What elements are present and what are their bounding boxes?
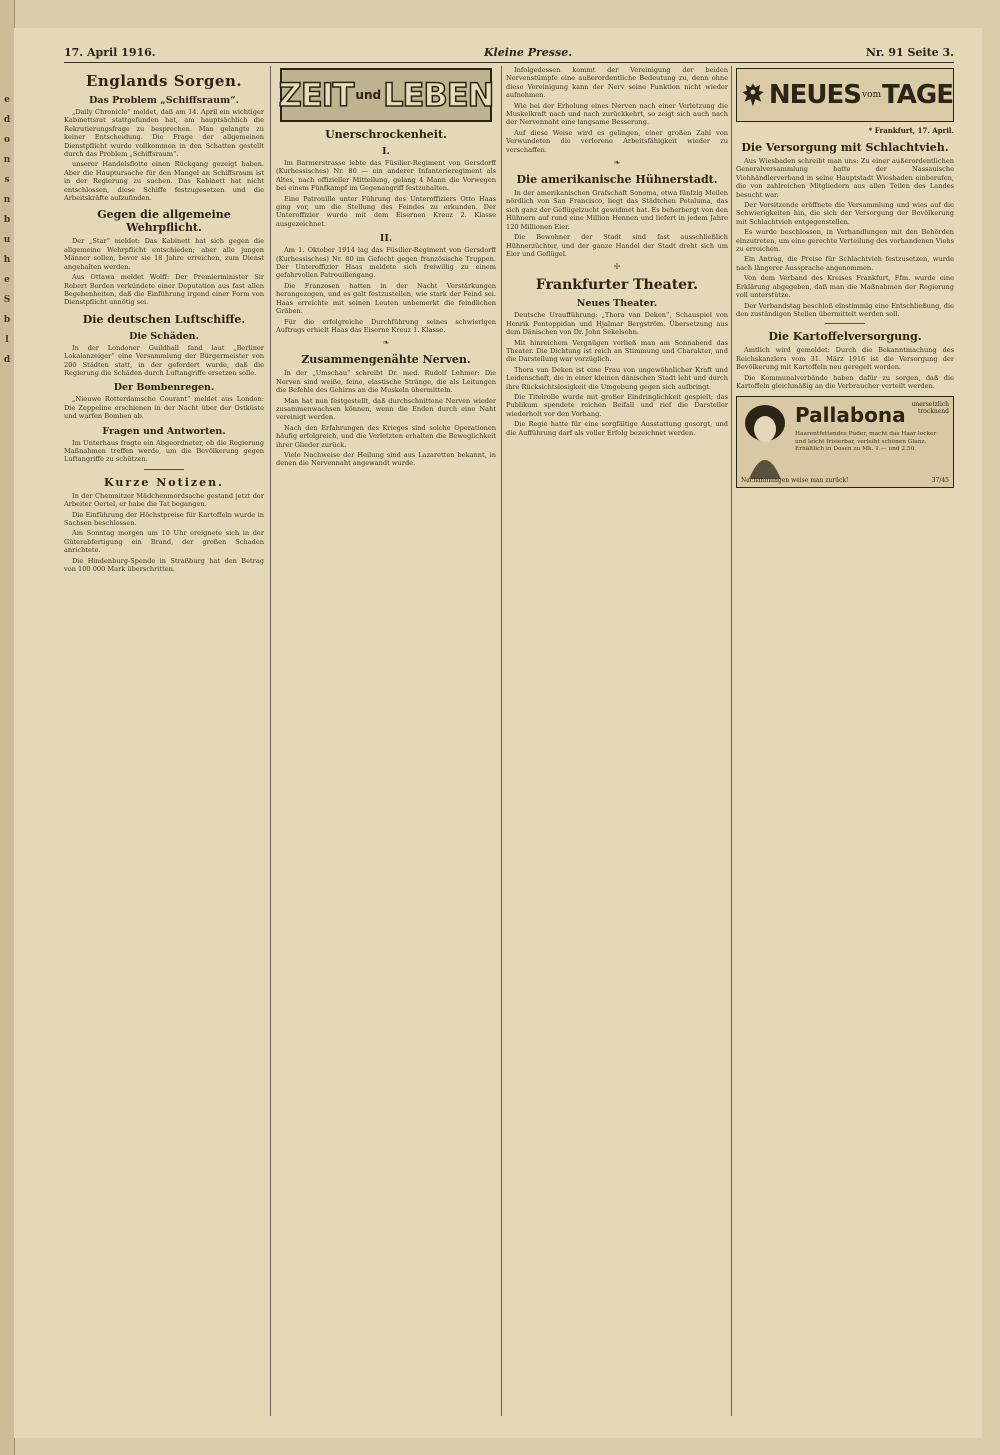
ad-footer: Nachahmungen weise man zurück! <box>741 477 849 485</box>
article-paragraph: Aus Ottawa meldet Wolff: Der Premierminister Sir Robert Borden verkündete einer Deputation aus fast allen Begebenheiten, daß die Einführung irgend einer Form von Dienstpflicht unnötig sei. <box>64 273 264 307</box>
ad-brand: Pallabona <box>795 403 906 428</box>
article-paragraph: Am Sonntag morgen um 10 Uhr ereignete sich in der Güterabfertigung ein Brand, der großen Schaden anrichtete. <box>64 529 264 555</box>
article-paragraph: Die Regie hatte für eine sorgfältige Ausstattung gesorgt, und die Aufführung darf als voller Erfolg bezeichnet werden. <box>506 420 728 437</box>
divider <box>144 469 184 470</box>
article-paragraph: Die Franzosen hatten in der Nacht Verstärkungen herangezogen, und es galt festzustellen, wie stark der Feind sei. Haas erreichte mit seinen Leuten unbemerkt die feindlichen Gräben. <box>276 281 496 316</box>
article-title: Die deutschen Luftschiffe. <box>82 312 246 326</box>
article-paragraph: Im Barmerstrasse lebte das Füsilier-Regiment von Gersdorff (Kurhessisches) Nr. 80 — ein anderer Infanterieregiment als Altes, nach offizieller Mitteilung, gelang 4 Mann die Vorwegen bei einem Fünfkampf im Gegenangriff festzuhalten. <box>276 159 496 193</box>
pallabona-advertisement <box>736 396 954 488</box>
article-title: Frankfurter Theater. <box>535 277 699 294</box>
ad-tagline: unersetzlich trocknend <box>911 401 949 416</box>
margin-letter: h <box>3 255 11 265</box>
article-paragraph: Mit hinreichem Vergnügen verließ man am Sonnabend das Theater. Die Dichtung ist reich an Stimmung und Charakter, und die Darstellung war vorzüglich. <box>506 338 728 364</box>
margin-letter: n <box>3 195 11 205</box>
article-subtitle: Fragen und Antworten. <box>102 425 226 437</box>
article-paragraph: Der „Star“ meldet: Das Kabinett hat sich gegen die allgemeine Wehrpflicht entschieden; aber alle jungen Männer sollen, bevor sie 18 Jahre erreichen, zum Dienst angehalten werden. <box>64 237 264 271</box>
header-date: 17. April 1916. <box>64 46 156 59</box>
margin-letter: o <box>3 135 10 145</box>
article-subtitle: Neues Theater. <box>576 298 658 310</box>
ornament-divider: ✢ <box>613 262 621 272</box>
margin-letter: s <box>4 175 10 185</box>
column-rule <box>731 66 732 1416</box>
header-paper-name: Kleine Presse. <box>484 46 573 59</box>
article-paragraph: Die Titelrolle wurde mit großer Eindringlichkeit gespielt; das Publikum spendete reichen Beifall und rief die Darsteller wiederholt vor den Vorhang. <box>506 392 728 418</box>
margin-letter: S <box>3 295 11 305</box>
ornament-divider: ❧ <box>382 338 390 348</box>
article-title: Unerschrockenheit. <box>325 128 447 141</box>
article-paragraph: In der Londoner Guildhall fand laut „Berliner Lokalanzeiger“ eine Versammlung der Bürgermeister von 200 Städten statt, in der gefordert wurde, daß die Regierung die Schäden durch Luftangriffe ersetzen solle. <box>64 343 264 377</box>
column-4 <box>736 66 954 1426</box>
margin-letter: d <box>3 355 11 365</box>
article-subtitle: Das Problem „Schiffsraum“. <box>89 95 239 106</box>
article-paragraph: Eine Patrouille unter Führung des Unteroffiziers Otto Haas ging vor, um die Stellung des Feindes zu erkunden. Der Unteroffizier wurde mit dem Eisernen Kreuz 2. Klasse ausgezeichnet. <box>276 194 496 228</box>
masthead-vom: vom <box>862 90 882 100</box>
article-paragraph: „Nieuwe Rotterdamsche Courant“ meldet aus London: Die Zeppeline erschienen in der Nacht über der Ostküste und warfen Bomben ab. <box>64 395 264 421</box>
section-number: II. <box>379 233 393 245</box>
article-paragraph: In der amerikanischen Grafschaft Sonoma, etwa fünfzig Meilen nördlich von San Francisco, liegt das Städtchen Petaluma, das sich ganz der Geflügelzucht gewidmet hat. Es beherbergt von den Hühnern auf rund eine Million Hennen und liefert in jedem Jahre 120 Millionen Eier. <box>506 189 728 231</box>
article-paragraph: In der Chemnitzer Mädchenmordsache gestand jetzt der Arbeiter Oertel, er habe die Tat begangen. <box>64 491 264 509</box>
margin-letter: n <box>3 155 11 165</box>
article-title: Englands Sorgen. <box>85 72 243 90</box>
eagle-icon <box>741 72 765 118</box>
article-title: Kurze Notizen. <box>104 475 224 489</box>
article-title: Die amerikanische Hühnerstadt. <box>516 173 718 187</box>
article-paragraph: Der Verbandstag beschloß einstimmig eine Entschließung, die den zuständigen Stellen übermittelt werden soll. <box>736 301 954 318</box>
article-paragraph: Die Hindenburg-Spende in Straßburg hat den Betrag von 100 000 Mark überschritten. <box>64 556 264 574</box>
margin-letter: b <box>3 215 11 225</box>
article-paragraph: „Daily Chronicle“ meldet, daß am 14. April ein wichtiger Kabinettsrat stattgefunden hat, am hauptsächlich die Rekrutierungsfrage zu besprechen. Man gelangte zu keiner Entscheidung. Die Frage der allgemeinen Dienstpflicht wurde vollkommen in den Schatten gestellt durch das Problem „Schiffsraum“. <box>64 108 264 159</box>
column-3 <box>506 66 728 1426</box>
article-paragraph: Infolgedessen kommt der Vereinigung der beiden Nervenstümpfe eine außerordentliche Bedeutung zu, denn ohne diese Vereinigung kann der Nerv seine Funktion nicht wieder aufnehmen. <box>506 66 728 100</box>
masthead-tage: TAGE <box>882 80 953 110</box>
article-paragraph: Für die erfolgreiche Durchführung seines schwierigen Auftrags erhielt Haas das Eiserne Kreuz 1. Klasse. <box>276 317 496 334</box>
article-paragraph: Thora van Deken ist eine Frau von ungewöhnlicher Kraft und Leidenschaft, die in einer kleinen dänischen Stadt lebt und durch ihre Rücksichtslosigkeit die Umgebung gegen sich aufbringt. <box>506 365 728 391</box>
margin-letter: b <box>3 315 11 325</box>
margin-letter: l <box>5 335 9 345</box>
section-number: I. <box>382 146 390 157</box>
margin-letter: e <box>4 95 10 105</box>
divider <box>825 323 865 324</box>
article-title: Die Versorgung mit Schlachtvieh. <box>741 141 949 154</box>
column-2 <box>276 66 496 1426</box>
ad-text: Haarentfettendes Puder, macht das Haar locker und leicht frisierbar, verleiht schönen Glanz. Erhältlich in Dosen zu Mk. 1.— und 2.50. <box>795 431 937 452</box>
article-paragraph: Deutsche Uraufführung: „Thora van Deken“, Schauspiel von Henrik Pontoppidan und Hjalmar Bergström. Übersetzung aus dem Dänischen von Dr. John Sekelsohn. <box>506 311 728 337</box>
article-paragraph: Der Vorsitzende eröffnete die Versammlung und wies auf die Schwierigkeiten hin, die sich der Versorgung der Bevölkerung mit Schlachtvieh entgegenstellen. <box>736 201 954 226</box>
neues-vom-tage-masthead <box>736 68 954 122</box>
article-paragraph: Von dem Verband des Kreises Frankfurt, Ffm. wurde eine Erklärung abgegeben, daß man die Maßnahmen der Regierung voll unterstütze. <box>736 274 954 300</box>
margin-letter: u <box>3 235 11 245</box>
article-paragraph: Die Kommunalverbände haben dafür zu sorgen, daß die Kartoffeln gleichmäßig an die Verbraucher verteilt werden. <box>736 373 954 390</box>
article-paragraph: Ein Antrag, die Preise für Schlachtvieh festzusetzen, wurde nach längerer Aussprache angenommen. <box>736 255 954 272</box>
masthead-neues: NEUES <box>768 80 861 110</box>
zeit-und-leben-masthead: ZEIT und LEBEN <box>280 68 492 122</box>
margin-letter: d <box>3 115 11 125</box>
header-page-number: Nr. 91 Seite 3. <box>865 46 954 59</box>
article-paragraph: Die Einführung der Höchstpreise für Kartoffeln wurde in Sachsen beschlossen. <box>64 510 264 527</box>
left-margin-strip <box>0 0 15 1455</box>
article-subtitle: Der Bombenregen. <box>113 382 215 394</box>
column-rule <box>501 66 502 1416</box>
article-paragraph: Nach den Erfahrungen des Krieges sind solche Operationen häufig erfolgreich, und die Verletzten erhalten die Beweglichkeit ihrer Glieder zurück. <box>276 423 496 449</box>
page-header <box>64 44 954 63</box>
article-paragraph: Im Unterhaus fragte ein Abgeordneter, ob die Regierung Maßnahmen treffen werde, um die Bevölkerung gegen Luftangriffe zu schützen. <box>64 438 264 464</box>
column-1 <box>64 66 264 1426</box>
article-paragraph: In der „Umschau“ schreibt Dr. med. Rudolf Lehmer: Die Nerven sind weiße, feine, elastische Stränge, die als Leitungen die Befehle des Gehirns an die Muskeln übermitteln. <box>276 369 496 395</box>
article-title: Zusammengenähte Nerven. <box>301 353 471 367</box>
column-rule <box>270 66 271 1416</box>
article-paragraph: unserer Handelsflotte einen Rückgang gezeigt haben. Aber die Hauptursache für den Mangel an Schiffsraum ist in der Regierung zu suchen. Das Kabinett hat nicht entschlossen, diese Schiffe festzugesetzen und die Arbeitskräfte aufzufinden. <box>64 160 264 203</box>
woman-portrait-icon <box>741 401 789 481</box>
article-paragraph: Auf diese Weise wird es gelingen, einer großen Zahl von Verwundeten die verlorene Arbeitsfähigkeit wieder zu verschaffen. <box>506 128 728 154</box>
margin-letter: e <box>4 275 10 285</box>
article-paragraph: Amtlich wird gemeldet: Durch die Bekanntmachung des Reichskanzlers vom 31. März 1916 ist die Versorgung der Bevölkerung mit Kartoffeln neu geregelt worden. <box>736 346 954 372</box>
article-paragraph: Es wurde beschlossen, in Verhandlungen mit den Behörden einzutreten, um eine gerechte Verteilung des vorhandenen Viehs zu erreichen. <box>736 228 954 254</box>
dateline: * Frankfurt, 17. April. <box>868 126 954 135</box>
ornament-divider: ❧ <box>613 158 621 168</box>
article-paragraph: Am 1. Oktober 1914 lag das Füsilier-Regiment von Gersdorff (Kurhessisches) Nr. 80 im Gefecht gegen französische Truppen. Der Unteroffizier Haas meldete sich freiwillig zu einem gefahrvollen Patrouillengang. <box>276 246 496 280</box>
article-title: Gegen die allgemeine Wehrpflicht. <box>97 208 231 235</box>
ad-code: 37/45 <box>931 477 949 485</box>
article-paragraph: Man hat nun festgestellt, daß durchschnittene Nerven wieder zusammenwachsen können, wenn die Enden durch eine Naht vereinigt werden. <box>276 396 496 422</box>
article-paragraph: Die Bewohner der Stadt sind fast ausschließlich Hühnerzüchter, und der ganze Handel der Stadt dreht sich um Eier und Geflügel. <box>506 233 728 258</box>
article-title: Die Kartoffelversorgung. <box>768 330 922 344</box>
article-subtitle: Die Schäden. <box>129 330 199 342</box>
article-paragraph: Aus Wiesbaden schreibt man uns: Zu einer außerordentlichen Generalversammlung hatte der Nassauische Viehhändlerverband in seine Hauptstadt Wiesbaden einberufen, die von zahlreichen Mitgliedern aus allen Teilen des Landes besucht war. <box>736 157 954 199</box>
article-paragraph: Wie bei der Erholung eines Nerven nach einer Verletzung die Muskelkraft nach und nach zurückkehrt, so zeigt sich auch nach der Nervennaht eine langsame Besserung. <box>506 101 728 127</box>
article-paragraph: Viele Nachweise der Heilung sind aus Lazaretten bekannt, in denen die Nervennaht angewandt wurde. <box>276 450 496 468</box>
